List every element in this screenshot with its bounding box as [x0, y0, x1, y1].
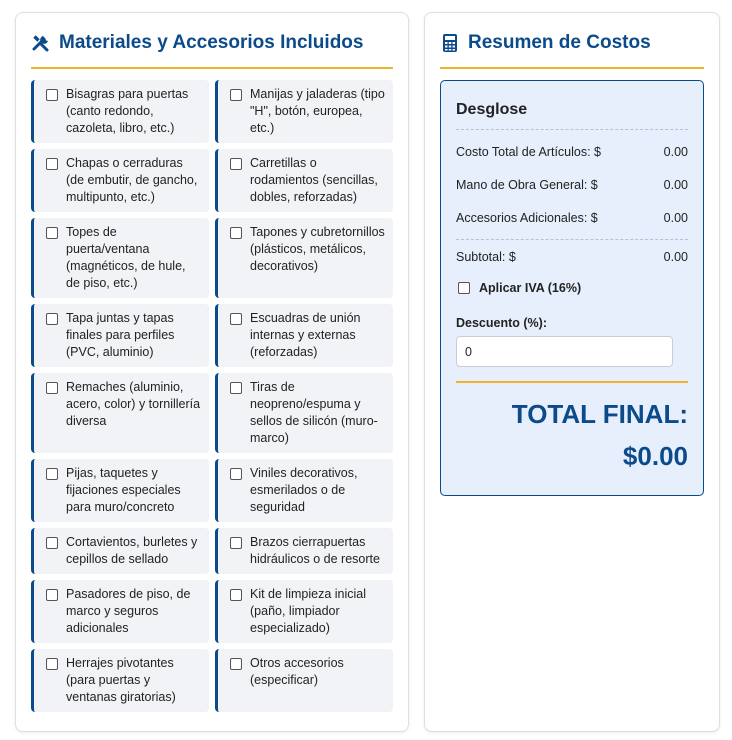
tools-icon — [31, 33, 51, 53]
material-item[interactable] — [215, 580, 393, 643]
cost-label: Accesorios Adicionales: $ — [456, 211, 598, 225]
iva-checkbox[interactable] — [458, 282, 470, 294]
calculator-icon — [440, 33, 460, 53]
discount-label: Descuento (%): — [456, 316, 547, 330]
title-divider — [440, 67, 704, 69]
material-label: Otros accesorios (especificar) — [250, 656, 344, 687]
material-label: Bisagras para puertas (canto redondo, cazoleta, libro, etc.) — [66, 87, 189, 135]
materials-panel — [15, 12, 409, 732]
material-label: Topes de puerta/ventana (magnéticos, de hule, de piso, etc.) — [66, 225, 186, 290]
cost-value: 0.00 — [663, 178, 688, 192]
material-item[interactable] — [215, 528, 393, 574]
divider — [456, 129, 688, 130]
material-checkbox[interactable] — [230, 589, 242, 601]
materials-checklist — [31, 80, 393, 712]
material-checkbox[interactable] — [230, 382, 242, 394]
material-item[interactable] — [31, 580, 209, 643]
material-label: Manijas y jaladeras (tipo "H", botón, europea, etc.) — [250, 87, 385, 135]
material-item[interactable] — [31, 218, 209, 298]
summary-title-text: Resumen de Costos — [468, 32, 651, 53]
discount-input[interactable] — [456, 336, 673, 367]
subtotal-label: Subtotal: $ — [456, 250, 516, 264]
material-checkbox[interactable] — [46, 313, 58, 325]
material-item[interactable] — [31, 80, 209, 143]
material-item[interactable] — [31, 304, 209, 367]
material-checkbox[interactable] — [46, 89, 58, 101]
material-label: Tiras de neopreno/espuma y sellos de silicón (muro-marco) — [250, 380, 378, 445]
material-item[interactable] — [31, 373, 209, 453]
material-item[interactable] — [31, 528, 209, 574]
material-label: Cortavientos, burletes y cepillos de sellado — [66, 535, 198, 566]
title-divider — [31, 67, 393, 69]
cost-row-accessories — [456, 211, 688, 225]
material-label: Pasadores de piso, de marco y seguros adicionales — [66, 587, 191, 635]
material-checkbox[interactable] — [46, 537, 58, 549]
material-item[interactable] — [215, 218, 393, 298]
material-checkbox[interactable] — [230, 89, 242, 101]
material-checkbox[interactable] — [230, 227, 242, 239]
material-checkbox[interactable] — [46, 227, 58, 239]
material-item[interactable] — [215, 373, 393, 453]
materials-title-text: Materiales y Accesorios Incluidos — [59, 32, 364, 53]
material-checkbox[interactable] — [230, 313, 242, 325]
material-item[interactable] — [215, 304, 393, 367]
cost-label: Costo Total de Artículos: $ — [456, 145, 601, 159]
subtotal-value: 0.00 — [663, 250, 688, 264]
total-label: TOTAL FINAL: — [511, 399, 688, 429]
material-label: Chapas o cerraduras (de embutir, de gancho, multipunto, etc.) — [66, 156, 198, 204]
material-checkbox[interactable] — [46, 158, 58, 170]
material-checkbox[interactable] — [230, 658, 242, 670]
divider — [456, 239, 688, 240]
material-item[interactable] — [31, 649, 209, 712]
summary-panel — [424, 12, 720, 732]
material-label: Remaches (aluminio, acero, color) y tornillería diversa — [66, 380, 201, 428]
summary-title — [440, 32, 704, 68]
material-item[interactable] — [31, 149, 209, 212]
material-label: Pijas, taquetes y fijaciones especiales para muro/concreto — [66, 466, 181, 514]
cost-breakdown-box — [440, 80, 704, 496]
material-label: Brazos cierrapuertas hidráulicos o de resorte — [250, 535, 380, 566]
material-label: Carretillas o rodamientos (sencillas, dobles, reforzadas) — [250, 156, 378, 204]
subtotal-row — [456, 250, 688, 264]
cost-row-labor — [456, 178, 688, 192]
cost-label: Mano de Obra General: $ — [456, 178, 598, 192]
material-checkbox[interactable] — [230, 158, 242, 170]
material-checkbox[interactable] — [230, 537, 242, 549]
cost-value: 0.00 — [663, 211, 688, 225]
material-label: Kit de limpieza inicial (paño, limpiador especializado) — [250, 587, 367, 635]
material-label: Herrajes pivotantes (para puertas y ventanas giratorias) — [66, 656, 176, 704]
materials-title — [31, 32, 393, 68]
material-checkbox[interactable] — [46, 589, 58, 601]
cost-row-articles — [456, 145, 688, 159]
material-label: Tapones y cubretornillos (plásticos, metálicos, decorativos) — [250, 225, 385, 273]
iva-toggle[interactable] — [458, 281, 581, 295]
total-divider — [456, 381, 688, 383]
material-label: Escuadras de unión internas y externas (reforzadas) — [250, 311, 361, 359]
total-value: $0.00 — [622, 441, 688, 471]
material-item[interactable] — [215, 649, 393, 712]
material-label: Viniles decorativos, esmerilados o de seguridad — [250, 466, 358, 514]
iva-label: Aplicar IVA (16%) — [479, 281, 582, 295]
material-label: Tapa juntas y tapas finales para perfiles (PVC, aluminio) — [66, 311, 175, 359]
material-checkbox[interactable] — [46, 658, 58, 670]
material-item[interactable] — [215, 459, 393, 522]
material-item[interactable] — [215, 80, 393, 143]
material-checkbox[interactable] — [230, 468, 242, 480]
cost-value: 0.00 — [663, 145, 688, 159]
material-checkbox[interactable] — [46, 382, 58, 394]
material-item[interactable] — [215, 149, 393, 212]
material-checkbox[interactable] — [46, 468, 58, 480]
material-item[interactable] — [31, 459, 209, 522]
breakdown-heading: Desglose — [456, 101, 528, 118]
